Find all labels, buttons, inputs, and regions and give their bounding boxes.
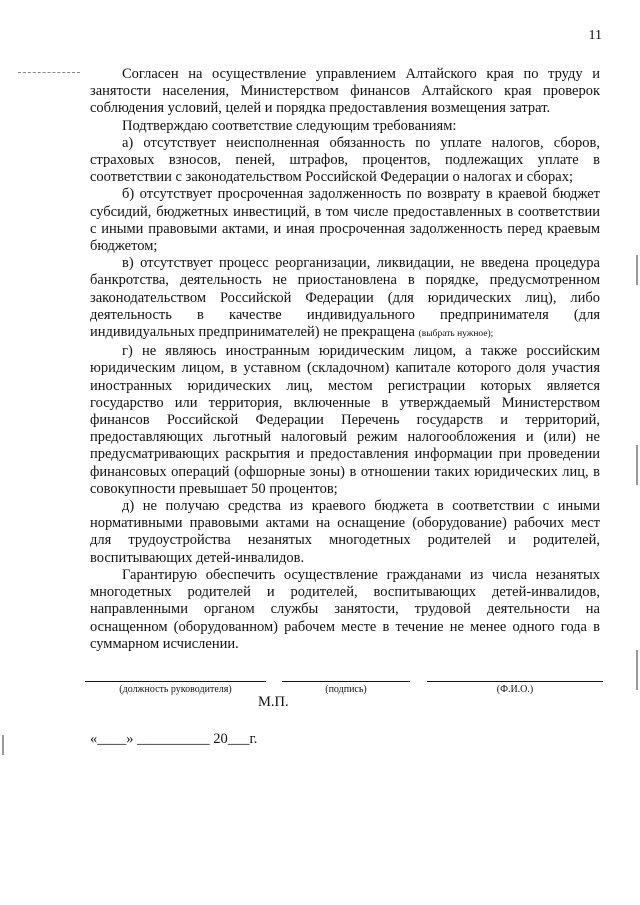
scan-edge-mark xyxy=(2,735,4,755)
paragraph-g: г) не являюсь иностранным юридическим лицом, а также российским юридическим лицом, в уставном (складочном) капитале которого доля участия иностранных юридических лиц, местом регистрации которых является государство или территория, включенные в утверждаемый Министерством финансов Российской Федерации Перечень государств и территорий, предоставляющих льготный налоговый режим налогообложения и (или) не предусматривающих раскрытия и предоставления информации при проведении финансовых операций (офшорные зоны) в отношении таких юридических лиц, в совокупности превышает 50 процентов; xyxy=(90,343,600,497)
paragraph-v-text: в) отсутствует процесс реорганизации, ликвидации, не введена процедура банкротства, деятельность не приостановлена в порядке, предусмотренном законодательством Российской Федерации (для юридических лиц), либо деятельность в качестве индивидуального предпринимателя (для индивидуальных предпринимателей) не прекращена xyxy=(90,255,600,341)
name-line[interactable] xyxy=(427,681,603,682)
date-line: «____» __________ 20___г. xyxy=(90,731,258,747)
scan-edge-mark xyxy=(636,650,638,690)
paragraph-guarantee: Гарантирую обеспечить осуществление гражданами из числа незанятых многодетных родителей и родителей, воспитывающих детей-инвалидов, направленными органом службы занятости, трудовой деятельности на оснащенном (оборудованном) рабочем месте в течение не менее одного года в суммарном исчислении. xyxy=(90,566,600,652)
paragraph-agree: Согласен на осуществление управлением Алтайского края по труду и занятости населения, Министерством финансов Алтайского края проверок соблюдения условий, целей и порядка предоставления возмещения затрат. xyxy=(90,66,600,117)
page-number: 11 xyxy=(588,28,602,43)
scan-artifact xyxy=(18,72,80,73)
stamp-label: М.П. xyxy=(258,694,289,710)
position-line[interactable] xyxy=(85,681,266,682)
document-body xyxy=(90,66,600,653)
signature-block xyxy=(85,681,603,701)
paragraph-b: б) отсутствует просроченная задолженность по возврату в краевой бюджет субсидий, бюджетных инвестиций, в том числе предоставленных в соответствии с иными правовыми актами, и иная просроченная задолженность перед краевым бюджетом; xyxy=(90,186,600,255)
signature-line[interactable] xyxy=(282,681,410,682)
scan-edge-mark xyxy=(636,445,638,485)
paragraph-v-note: (выбрать нужное); xyxy=(418,329,494,340)
position-label: (должность руководителя) xyxy=(119,684,232,695)
paragraph-confirm: Подтверждаю соответствие следующим требованиям: xyxy=(122,117,457,134)
name-label: (Ф.И.О.) xyxy=(496,684,534,695)
scan-edge-mark xyxy=(636,255,638,285)
signature-label: (подпись) xyxy=(325,684,367,695)
paragraph-v xyxy=(90,255,600,343)
paragraph-a: а) отсутствует неисполненная обязанность по уплате налогов, сборов, страховых взносов, пеней, штрафов, процентов, подлежащих уплате в соответствии с законодательством Российской Федерации о налогах и сборах; xyxy=(90,134,600,186)
paragraph-d: д) не получаю средства из краевого бюджета в соответствии с иными нормативными правовыми актами на оснащение (оборудование) рабочих мест для трудоустройства незанятых многодетных родителей и родителей, воспитывающих детей-инвалидов. xyxy=(90,498,600,566)
